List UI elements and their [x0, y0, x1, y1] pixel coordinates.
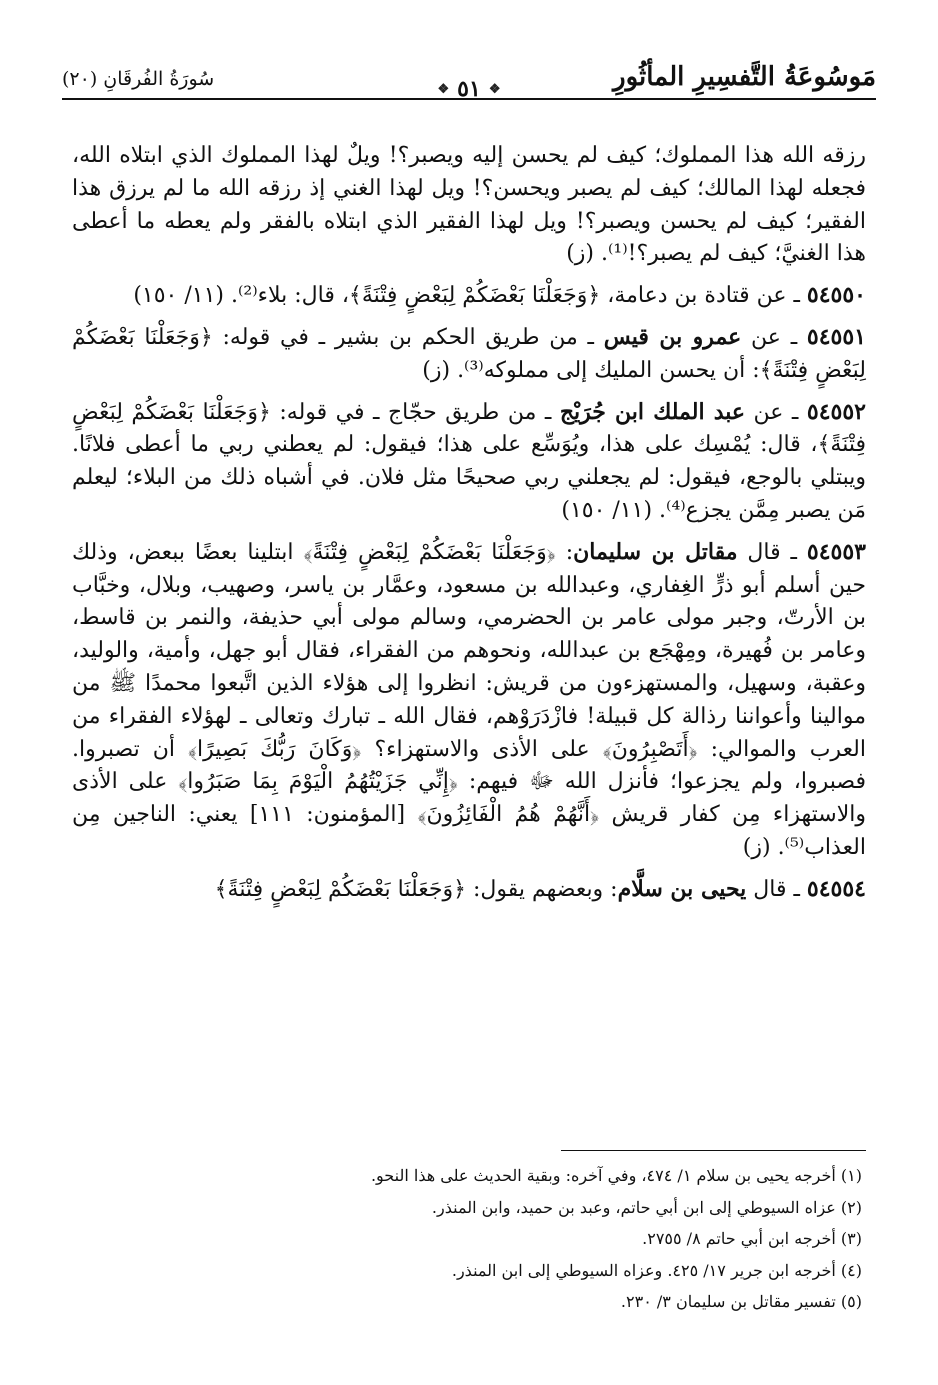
narration-text: ـ من طريق الحكم بن بشير ـ في قوله: ﴿وَجَعَلْنَا بَعْضَكُمْ لِبَعْضٍ فِتْنَةً﴾: أن يحسن المليك إلى مملوكه⁽³⁾. (ز): [72, 324, 866, 383]
narration-number: ٥٤٥٥٤: [806, 875, 866, 902]
book-title: مَوسُوعَةُ التَّفسِيرِ المأثُورِ: [613, 62, 876, 92]
narration-54554: [72, 873, 866, 907]
narration-text: ـ من طريق حجّاج ـ في قوله: ﴿وَجَعَلْنَا بَعْضَكُمْ لِبَعْضٍ فِتْنَةً﴾، قال: يُمْسِك على هذا، ويُوَسِّع على هذا؛ فيقول: لم يعطني ربي ما أعطى فلانًا. ويبتلي بالوجع، فيقول: لم يجعلني ربي صحيحًا مثل فلان. في أشباه ذلك من البلاء؛ ليعلم مَن يصبر مِمَّن يجزع⁽⁴⁾. (١١/ ١٥٠): [72, 399, 866, 523]
footnote: (٥) تفسير مقاتل بن سليمان ٣/ ٢٣٠.: [620, 1292, 862, 1311]
page-number: ٥١: [457, 76, 481, 102]
narration-intro: ـ عن: [741, 324, 807, 350]
narration-intro: ـ عن: [745, 399, 807, 425]
ornament-icon: ❖: [437, 81, 450, 97]
narration-intro: ـ قال: [746, 876, 807, 902]
narration-54552: [72, 396, 866, 528]
surah-label: سُورَةُ الفُرقَانِ (٢٠): [62, 68, 215, 90]
main-text: [72, 140, 866, 907]
footnote: (٢) عزاه السيوطي إلى ابن أبي حاتم، وعبد بن حميد، وابن المنذر.: [431, 1197, 862, 1217]
paragraph-text: رزقه الله هذا المملوك؛ كيف لم يحسن إليه ويصبر؟! ويلٌ لهذا المملوك الذي ابتلاه الله، فجعله لهذا المالك؛ كيف لم يصبر ويحسن؟! ويل لهذا الغني إذ رزقه الله ما لم يرزق هذا الفقير؛ كيف لم يحسن ويصبر؟! ويل لهذا الفقير الذي ابتلاه بالفقر ولم يعطه ما أعطى هذا الغنيَّ؛ كيف لم يصبر؟!⁽¹⁾. (ز): [72, 143, 866, 267]
narration-text: : وبعضهم يقول: ﴿وَجَعَلْنَا بَعْضَكُمْ لِبَعْضٍ فِتْنَةً﴾: [214, 876, 618, 902]
narrator-name: عبد الملك ابن جُرَيْج: [559, 398, 746, 425]
footnote: (٣) أخرجه ابن أبي حاتم ٨/ ٢٧٥٥.: [642, 1229, 862, 1248]
footnote: (٤) أخرجه ابن جرير ١٧/ ٤٢٥. وعزاه السيوطي إلى ابن المنذر.: [451, 1260, 862, 1280]
narrator-name: مقاتل بن سليمان: [573, 538, 738, 565]
page-header: [62, 58, 876, 102]
narration-54551: [72, 321, 866, 388]
footnotes: [72, 1160, 862, 1318]
narration-54550: [72, 279, 866, 313]
narration-intro: ـ قال: [737, 539, 807, 565]
narrator-name: يحيى بن سلَّام: [617, 875, 747, 902]
narration-number: ٥٤٥٥١: [806, 323, 866, 350]
header-rule: [62, 98, 876, 100]
narrator-name: عمرو بن قيس: [603, 323, 742, 350]
ornament-icon: ❖: [488, 81, 501, 97]
narration-54553: [72, 536, 866, 865]
footnote: (١) أخرجه يحيى بن سلام ١/ ٤٧٤، وفي آخره: وبقية الحديث على هذا النحو.: [370, 1166, 862, 1185]
narration-number: ٥٤٥٥٣: [806, 538, 866, 565]
footnote-rule: [561, 1150, 866, 1151]
narration-number: ٥٤٥٥٠: [806, 282, 866, 309]
paragraph-continuation: [72, 140, 866, 271]
narration-text: ـ عن قتادة بن دعامة، ﴿وَجَعَلْنَا بَعْضَكُمْ لِبَعْضٍ فِتْنَةً﴾، قال: بلاء⁽²⁾. (١١/ ١٥٠): [133, 283, 807, 309]
narration-text: : ﴿وَجَعَلْنَا بَعْضَكُمْ لِبَعْضٍ فِتْنَةً﴾ ابتلينا بعضًا ببعض، وذلك حين أسلم أبو ذرٍّ الغِفاري، وعبدالله بن مسعود، وعمَّار بن ياسر، وصهيب، وبلال، وخبَّاب بن الأرتّ، وجبر مولى عامر بن الحضرمي، وسالم مولى أبي حذيفة، والنمر بن قاسط، وعامر بن فُهيرة، ومِهْجَع بن عبدالله، ونحوهم من الفقراء، فقال أبو جهل، وأمية، والوليد، وعقبة، وسهيل، والمستهزءون من قريش: انظروا إلى هؤلاء الذين اتَّبعوا محمدًا ﷺ من موالينا وأعواننا رذالة كل قبيلة! فازْدَرَوْهم، فقال الله ـ تبارك وتعالى ـ لهؤلاء الفقراء من العرب والموالي: ﴿أَتَصْبِرُونَ﴾ على الأذى والاستهزاء؟ ﴿وَكَانَ رَبُّكَ بَصِيرًا﴾ أن تصبروا. فصبروا، ولم يجزعوا؛ فأنزل الله ﷻ فيهم: ﴿إِنِّي جَزَيْتُهُمُ الْيَوْمَ بِمَا صَبَرُوا﴾ على الأذى والاستهزاء مِن كفار قريش ﴿أَنَّهُمْ هُمُ الْفَائِزُونَ﴾ [المؤمنون: ١١١] يعني: الناجين مِن العذاب⁽⁵⁾. (ز): [72, 539, 866, 860]
narration-number: ٥٤٥٥٢: [806, 398, 866, 425]
